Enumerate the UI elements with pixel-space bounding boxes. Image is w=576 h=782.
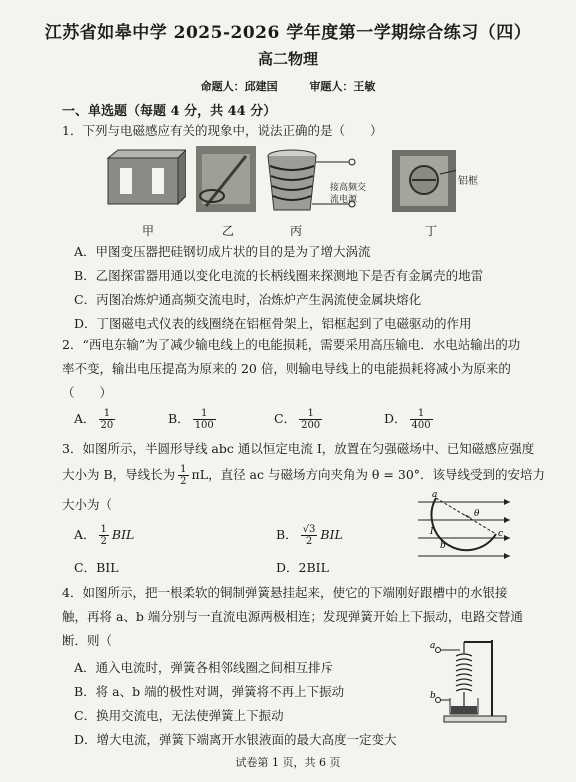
setter-name: 命题人：邱建国: [200, 80, 278, 93]
section-heading: 一、单选题（每题 4 分，共 44 分）: [62, 104, 277, 119]
q3-option-b-den: 2: [305, 536, 313, 547]
q2-option-c: [274, 408, 325, 431]
q1-option-d: D．丁图磁电式仪表的线圈绕在铝框骨架上，铝框起到了电磁驱动的作用: [74, 316, 472, 331]
exam-title: 江苏省如皋中学 2025-2026 学年度第一学期综合练习（四）: [44, 23, 532, 43]
q4-option-b: B．将 a、b 端的极性对调，弹簧将不再上下振动: [74, 684, 345, 699]
q3-fig-label-i: I: [430, 527, 434, 537]
exam-subject: 高二物理: [257, 50, 318, 68]
q2-option-d-frac: [410, 408, 433, 431]
q2-option-d-den: 400: [411, 420, 431, 431]
reviewer-name: 审题人：王敏: [309, 80, 376, 93]
q2-option-b-den: 100: [194, 420, 214, 431]
q1-fig-a-transformer: [106, 148, 186, 208]
q2-line1: 2．“西电东输”为了减少输电线上的电能损耗，需要采用高压输电．水电站输出的功: [62, 337, 521, 352]
q1-fig-c-annot-line2: 流电源: [330, 195, 358, 205]
q1-fig-d-meter: [392, 150, 456, 212]
q3-line1: 3．如图所示，半圆形导线 abc 通以恒定电流 I，放置在匀强磁场中、已知磁感应强度: [62, 441, 535, 456]
q3-line2-frac-num: 1: [180, 464, 187, 475]
q2-option-b-frac: [193, 408, 216, 431]
q2-option-b: [168, 408, 219, 431]
q2-option-c-frac: [299, 408, 322, 431]
q3-option-a-label: A．: [74, 527, 96, 542]
q1-fig-label-b: 乙: [222, 224, 235, 238]
q3-option-b-tail: BIL: [320, 527, 343, 542]
q3-figure: [414, 488, 514, 568]
q3-fig-label-c: c: [498, 529, 504, 539]
q1-option-a: A．甲图变压器把硅钢切成片状的目的是为了增大涡流: [74, 244, 371, 259]
q3-option-a-den: 2: [100, 536, 107, 547]
q1-fig-label-d: 丁: [425, 224, 438, 238]
q4-line2: 触，再将 a、b 端分别与一直流电源两极相连；发现弹簧开始上下振动，电路交替通: [62, 609, 523, 624]
q3-option-b-label: B．: [276, 527, 298, 542]
q1-fig-label-a: 甲: [142, 224, 155, 238]
q2-option-d-num: 1: [410, 408, 433, 420]
q2-option-a-num: 1: [99, 408, 116, 420]
q3-line2-start: 大小为 B，导线长为: [62, 467, 176, 482]
q4-option-a: A．通入电流时，弹簧各相邻线圈之间相互排斥: [74, 660, 334, 675]
q4-line1: 4．如图所示，把一根柔软的铜制弹簧悬挂起来，使它的下端刚好跟槽中的水银接: [62, 585, 508, 600]
q1-stem: 1．下列与电磁感应有关的现象中，说法正确的是（ ）: [62, 123, 383, 138]
q4-fig-label-a: a: [430, 641, 436, 651]
q3-line2-frac: [178, 464, 188, 487]
q3-option-c: C．BIL: [74, 560, 119, 575]
authors-line: [0, 78, 576, 94]
q3-option-a-tail: BIL: [111, 527, 135, 542]
q2-option-a: [74, 408, 118, 431]
q2-option-a-label: A．: [74, 411, 96, 426]
q3-option-a-num: 1: [100, 524, 107, 535]
q1-fig-c-annot-line1: 接高频交: [330, 183, 367, 193]
q3-option-b-num: √3: [302, 524, 316, 535]
q1-fig-d-annotation: 铝框: [458, 176, 478, 187]
q1-fig-label-c: 丙: [290, 224, 303, 238]
q2-option-a-den: 20: [100, 420, 114, 431]
q3-line3: 大小为（: [62, 497, 113, 512]
q4-option-d: D．增大电流，弹簧下端离开水银液面的最大高度一定变大: [74, 732, 397, 747]
q2-option-d: [384, 408, 436, 431]
q4-fig-label-b: b: [430, 691, 436, 701]
q2-option-c-label: C．: [274, 411, 297, 426]
q2-option-c-den: 200: [301, 420, 321, 431]
q2-option-d-label: D．: [384, 411, 407, 426]
q3-fig-label-theta: θ: [474, 509, 480, 519]
q3-fig-label-b: b: [440, 541, 446, 551]
q3-fig-label-a: a: [432, 490, 438, 500]
q3-option-b: [276, 524, 343, 547]
q4-figure: [430, 634, 520, 724]
q2-option-b-label: B．: [168, 411, 190, 426]
q3-option-a: [74, 524, 134, 547]
q4-option-c: C．换用交流电，无法使弹簧上下振动: [74, 708, 284, 723]
q3-option-b-frac: [301, 524, 318, 547]
q3-option-d: D．2BIL: [276, 560, 329, 575]
q2-line3: （ ）: [62, 385, 113, 400]
q1-option-c: C．丙图冶炼炉通高频交流电时，冶炼炉产生涡流使金属块熔化: [74, 292, 422, 307]
q2-option-a-frac: [99, 408, 116, 431]
q3-line2-end: πL，直径 ac 与磁场方向夹角为 θ = 30°．该导线受到的安培力: [191, 467, 546, 482]
q3-option-a-frac: [99, 524, 109, 547]
q1-option-b: B．乙图探雷器用通以变化电流的长柄线圈来探测地下是否有金属壳的地雷: [74, 268, 484, 283]
q2-option-c-num: 1: [299, 408, 322, 420]
q2-line2: 率不变，输出电压提高为原来的 20 倍，则输电导线上的电能损耗将减小为原来的: [62, 361, 511, 376]
q1-fig-c-annotation: [330, 182, 366, 206]
q4-line3: 断．则（: [62, 633, 113, 648]
q3-line2: [62, 462, 545, 488]
q1-fig-b-mine-detector: [196, 146, 256, 212]
q2-option-b-num: 1: [193, 408, 216, 420]
q3-line2-frac-den: 2: [180, 476, 187, 487]
page-footer: 试卷第 1 页，共 6 页: [235, 756, 341, 769]
